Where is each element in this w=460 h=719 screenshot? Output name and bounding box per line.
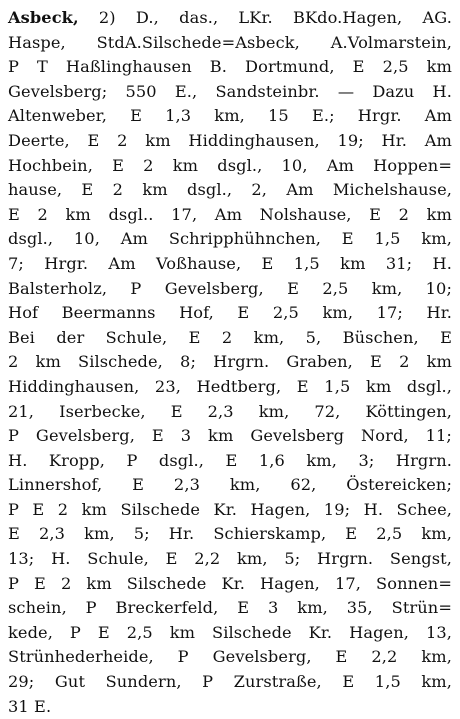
- entry-line: 29; Gut Sundern, P Zurstraße, E 1,5 km,: [8, 672, 452, 692]
- entry-line: Altenweber, E 1,3 km, 15 E.; Hrgr. Am: [8, 106, 452, 126]
- entry-line: Linnershof, E 2,3 km, 62, Östereicken;: [8, 475, 452, 495]
- entry-line: Haspe, StdA.Silschede=Asbeck, A.Volmarstein,: [8, 32, 452, 52]
- entry-line-text: 2) D., das., LKr. BKdo.Hagen, AG.: [78, 8, 452, 27]
- entry-line: hause, E 2 km dsgl., 2, Am Michelshause,: [8, 180, 452, 200]
- entry-line: Hiddinghausen, 23, Hedtberg, E 1,5 km dsgl.,: [8, 376, 452, 396]
- entry-line: 7; Hrgr. Am Voßhause, E 1,5 km 31; H.: [8, 253, 452, 273]
- entry-line: H. Kropp, P dsgl., E 1,6 km, 3; Hrgrn.: [8, 450, 452, 470]
- entry-line: [8, 6, 452, 31]
- entry-line: Gevelsberg; 550 E., Sandsteinbr. — Dazu H.: [8, 81, 452, 101]
- entry-line: 2 km Silschede, 8; Hrgrn. Graben, E 2 km: [8, 352, 452, 372]
- entry-line: E 2 km dsgl.. 17, Am Nolshause, E 2 km: [8, 204, 452, 224]
- entry-line: Bei der Schule, E 2 km, 5, Büschen, E: [8, 327, 452, 347]
- entry-line: P E 2 km Silschede Kr. Hagen, 19; H. Schee,: [8, 499, 452, 519]
- entry-line: P Gevelsberg, E 3 km Gevelsberg Nord, 11;: [8, 426, 452, 446]
- entry-line: Hochbein, E 2 km dsgl., 10, Am Hoppen=: [8, 155, 452, 175]
- entry-line: Balsterholz, P Gevelsberg, E 2,5 km, 10;: [8, 278, 452, 298]
- entry-line: 21, Iserbecke, E 2,3 km, 72, Köttingen,: [8, 401, 452, 421]
- entry-line: dsgl., 10, Am Schripphühnchen, E 1,5 km,: [8, 229, 452, 249]
- entry-line: 31 E.: [8, 696, 52, 716]
- entry-headword: Asbeck,: [8, 8, 79, 27]
- entry-line: E 2,3 km, 5; Hr. Schierskamp, E 2,5 km,: [8, 524, 452, 544]
- entry-line: Hof Beermanns Hof, E 2,5 km, 17; Hr.: [8, 303, 452, 323]
- entry-line: kede, P E 2,5 km Silschede Kr. Hagen, 13,: [8, 622, 452, 642]
- entry-line: P E 2 km Silschede Kr. Hagen, 17, Sonnen=: [8, 573, 452, 593]
- entry-line: Strünhederheide, P Gevelsberg, E 2,2 km,: [8, 647, 452, 667]
- entry-line: P T Haßlinghausen B. Dortmund, E 2,5 km: [8, 57, 452, 77]
- entry-line: schein, P Breckerfeld, E 3 km, 35, Strün=: [8, 598, 452, 618]
- entry-line: 13; H. Schule, E 2,2 km, 5; Hrgrn. Sengst,: [8, 549, 452, 569]
- entry-line: Deerte, E 2 km Hiddinghausen, 19; Hr. Am: [8, 130, 452, 150]
